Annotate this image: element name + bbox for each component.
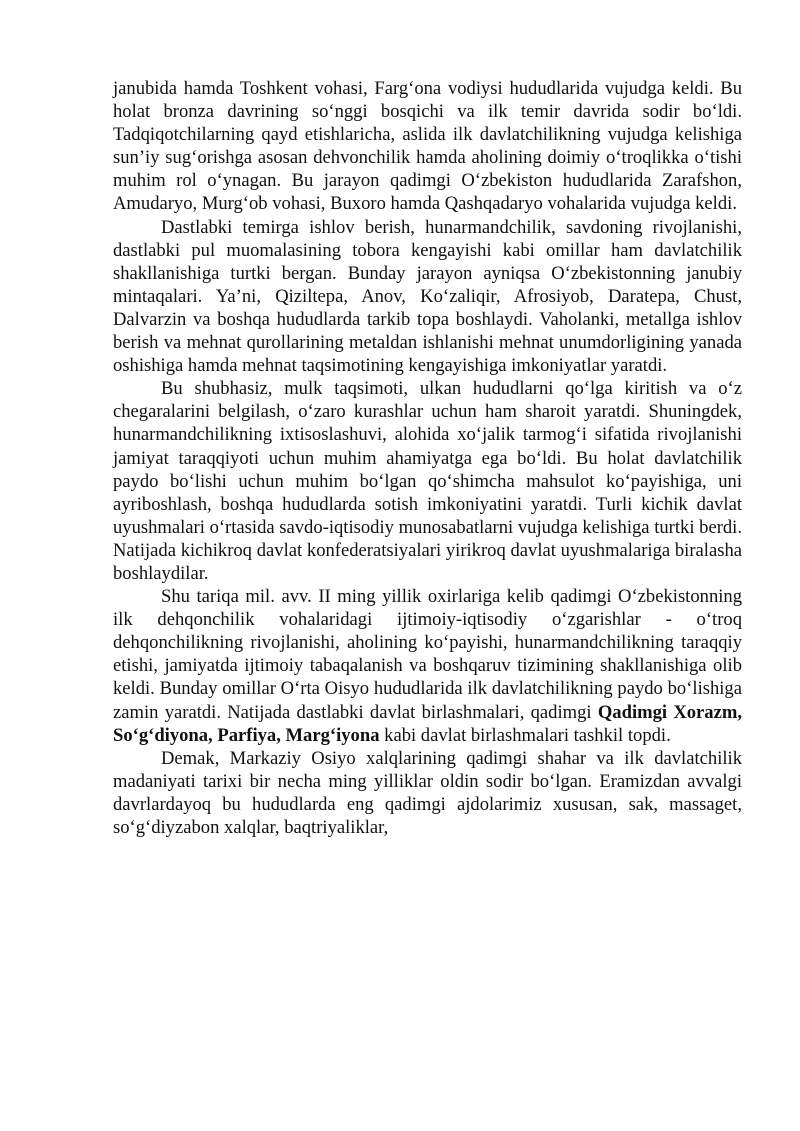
paragraph-1: janubida hamda Toshkent vohasi, Farg‘ona vodiysi hududlarida vujudga keldi. Bu holat bronza davrining so‘nggi bosqichi va ilk temir davrida sodir bo‘ldi. Tadqiqotchilarning qayd etishlaricha, aslida ilk davlatchilikning vujudga kelishiga sun’iy sug‘orishga asosan dehvonchilik hamda aholining doimiy o‘troqlikka o‘tishi muhim rol o‘ynagan. Bu jarayon qadimgi O‘zbekiston hududlarida Zarafshon, Amudaryo, Murg‘ob vohasi, Buxoro hamda Qashqadaryo vohalarida vujudga keldi. bbox=[113, 78, 742, 215]
paragraph-5: Demak, Markaziy Osiyo xalqlarining qadimgi shahar va ilk davlatchilik madaniyati tarixi bir necha ming yilliklar oldin sodir bo‘lgan. Eramizdan avvalgi davrlardayoq bu hududlarda eng qadimgi ajdolarimiz xususan, sak, massaget, so‘g‘diyzabon xalqlar, baqtriyaliklar, bbox=[113, 747, 742, 838]
paragraph-4-text-before: Shu tariqa mil. avv. II ming yillik oxirlariga kelib qadimgi O‘zbekistonning ilk dehqonchilik vohalaridagi ijtimoiy-iqtisodiy o‘zgarishlar - o‘troq dehqonchilikning rivojlanishi, aholining ko‘payishi, hunarmandchilikning taraqqiy etishi, jamiyatda ijtimoiy tabaqalanish va boshqaruv tizimining shakllanishiga olib keldi. Bunday omillar O‘rta Oisyo hududlarida ilk davlatchilikning paydo bo‘lishiga zamin yaratdi. Natijada dastlabki davlat birlashmalari, qadimgi bbox=[113, 586, 742, 723]
paragraph-3: Bu shubhasiz, mulk taqsimoti, ulkan hududlarni qo‘lga kiritish va o‘z chegaralarini belgilash, o‘zaro kurashlar uchun ham sharoit yaratdi. Shuningdek, hunarmandchilikning ixtisoslashuvi, alohida xo‘jalik tarmog‘i sifatida rivojlanishi jamiyat taraqqiyoti uchun muhim ahamiyatga ega bo‘ldi. Bu holat davlatchilik paydo bo‘lishi uchun muhim bo‘lgan qo‘shimcha mahsulot ko‘payishiga, uni ayriboshlash, boshqa hududlarda sotish imkoniyatini yaratdi. Turli kichik davlat uyushmalari o‘rtasida savdo-iqtisodiy munosabatlarni vujudga kelishiga turtki berdi. Natijada kichikroq davlat konfederatsiyalari yirikroq davlat uyushmalariga biralasha boshlaydilar. bbox=[113, 378, 742, 584]
paragraph-4-bold-states: Qadimgi Xorazm, So‘g‘diyona, Parfiya, Marg‘iyona bbox=[113, 701, 742, 746]
paragraph-2: Dastlabki temirga ishlov berish, hunarmandchilik, savdoning rivojlanishi, dastlabki pul muomalasining tobora kengayishi kabi omillar ham davlatchilik shakllanishiga turtki bergan. Bunday jarayon ayniqsa O‘zbekistonning janubiy mintaqalari. Ya’ni, Qiziltepa, Anov, Ko‘zaliqir, Afrosiyob, Daratepa, Chust, Dalvarzin va boshqa hududlarda tarkib topa boshlaydi. Vaholanki, metallga ishlov berish va mehnat qurollarining metaldan ishlanishi mehnat unumdorligining yanada oshishiga hamda mehnat taqsimotining kengayishiga imkoniyatlar yaratdi. bbox=[113, 216, 742, 377]
paragraph-4 bbox=[113, 585, 742, 747]
document-page bbox=[113, 77, 742, 839]
paragraph-4-text-after: kabi davlat birlashmalari tashkil topdi. bbox=[379, 724, 671, 746]
